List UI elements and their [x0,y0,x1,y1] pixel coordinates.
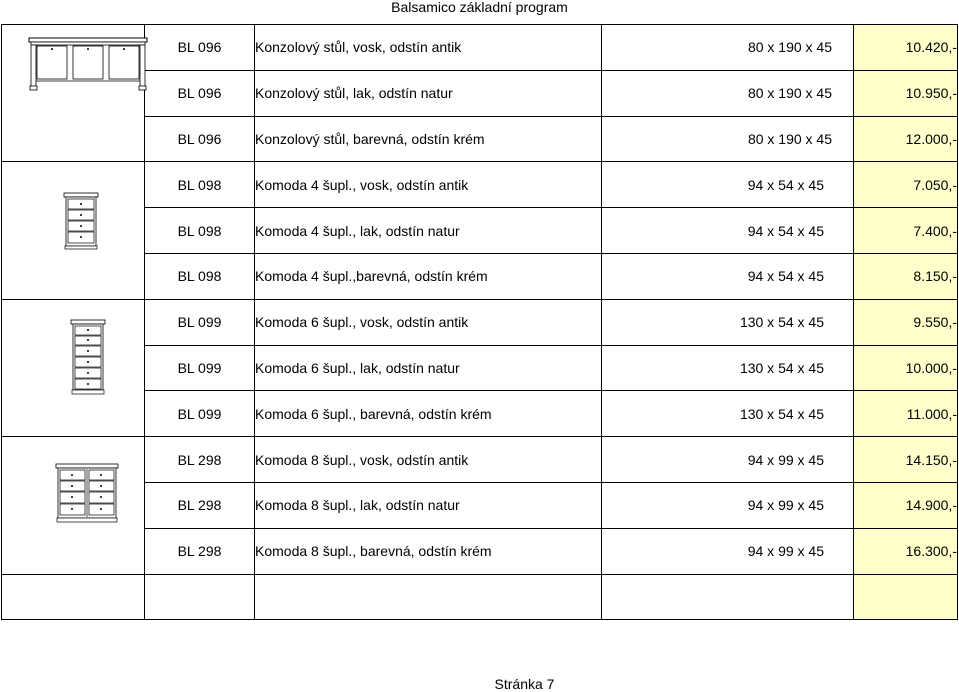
product-code: BL 096 [145,116,255,162]
product-description: Konzolový stůl, barevná, odstín krém [255,116,602,162]
product-description: Komoda 8 šupl., vosk, odstín antik [255,437,602,483]
table-row [2,528,958,574]
product-price: 7.400,- [854,208,958,254]
product-code: BL 298 [145,528,255,574]
product-price: 7.050,- [854,162,958,208]
product-price: 12.000,- [854,116,958,162]
product-description: Konzolový stůl, lak, odstín natur [255,70,602,116]
product-description: Komoda 4 šupl., lak, odstín natur [255,208,602,254]
product-code: BL 096 [145,25,255,71]
page-title-text: Balsamico základní program [391,0,568,15]
product-price: 16.300,- [854,528,958,574]
product-code: BL 098 [145,253,255,299]
page-title [0,0,959,22]
table-row [2,70,958,116]
product-description: Komoda 6 šupl., vosk, odstín antik [255,299,602,345]
price-table [1,24,958,620]
product-code: BL 099 [145,345,255,391]
product-price: 10.000,- [854,345,958,391]
product-dimensions: 80 x 190 x 45 [602,25,854,71]
image-cell [2,528,145,574]
table-row [2,208,958,254]
product-dimensions: 80 x 190 x 45 [602,70,854,116]
empty-cell [602,574,854,620]
empty-cell [255,574,602,620]
product-description: Komoda 4 šupl., vosk, odstín antik [255,162,602,208]
product-price: 14.150,- [854,437,958,483]
product-price: 10.420,- [854,25,958,71]
chest-6-drawers-icon [70,319,106,395]
product-dimensions: 94 x 99 x 45 [602,437,854,483]
empty-cell [145,574,255,620]
chest-4-drawers-icon [63,192,99,250]
image-cell [2,345,145,391]
image-cell [2,116,145,162]
product-dimensions: 94 x 99 x 45 [602,482,854,528]
image-cell [2,574,145,620]
table-row [2,116,958,162]
product-description: Komoda 8 šupl., lak, odstín natur [255,482,602,528]
product-price: 10.950,- [854,70,958,116]
product-description: Komoda 6 šupl., lak, odstín natur [255,345,602,391]
product-dimensions: 94 x 54 x 45 [602,253,854,299]
product-code: BL 098 [145,208,255,254]
page-number: Stránka 7 [494,676,555,692]
product-price: 8.150,- [854,253,958,299]
table-row [2,345,958,391]
product-description: Konzolový stůl, vosk, odstín antik [255,25,602,71]
product-dimensions: 94 x 54 x 45 [602,162,854,208]
image-cell [2,253,145,299]
product-dimensions: 94 x 99 x 45 [602,528,854,574]
product-dimensions: 130 x 54 x 45 [602,391,854,437]
chest-8-drawers-icon [55,463,119,523]
table-row [2,162,958,208]
product-code: BL 096 [145,70,255,116]
product-code: BL 099 [145,391,255,437]
table-row [2,253,958,299]
table-row [2,437,958,483]
product-dimensions: 130 x 54 x 45 [602,299,854,345]
product-price: 14.900,- [854,482,958,528]
product-code: BL 298 [145,437,255,483]
product-description: Komoda 8 šupl., barevná, odstín krém [255,528,602,574]
console-table-icon [27,37,149,91]
product-price: 9.550,- [854,299,958,345]
product-description: Komoda 4 šupl.,barevná, odstín krém [255,253,602,299]
table-row [2,482,958,528]
table-row-empty [2,574,958,620]
product-dimensions: 130 x 54 x 45 [602,345,854,391]
image-cell [2,391,145,437]
table-row [2,391,958,437]
image-cell [2,482,145,528]
product-dimensions: 80 x 190 x 45 [602,116,854,162]
image-cell [2,208,145,254]
product-code: BL 098 [145,162,255,208]
product-code: BL 099 [145,299,255,345]
table-row [2,299,958,345]
page-footer [0,676,959,692]
product-code: BL 298 [145,482,255,528]
product-description: Komoda 6 šupl., barevná, odstín krém [255,391,602,437]
image-cell [2,70,145,116]
product-price: 11.000,- [854,391,958,437]
product-dimensions: 94 x 54 x 45 [602,208,854,254]
empty-price-cell [854,574,958,620]
